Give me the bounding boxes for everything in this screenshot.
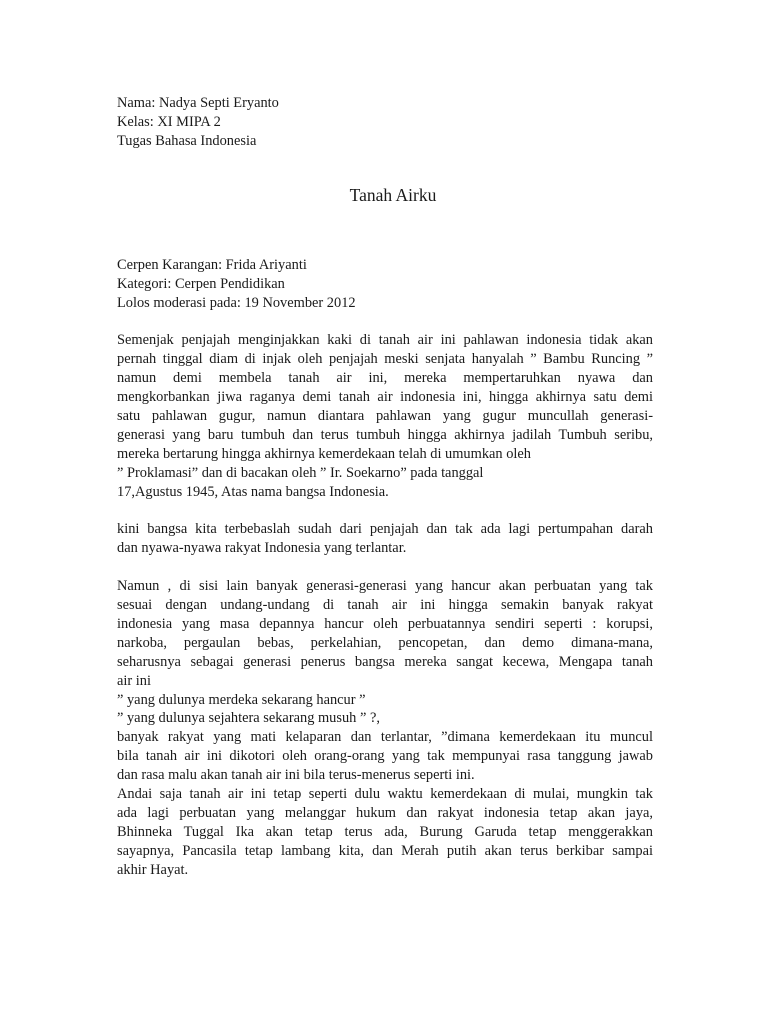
story-meta: [117, 256, 653, 313]
paragraph-line: Andai saja tanah air ini tetap seperti dulu waktu kemerdekaan di mulai, mungkin tak: [117, 786, 653, 803]
paragraph-line: mengkorbankan jiwa raganya demi tanah air indonesia ini, hingga akhirnya satu demi: [117, 389, 653, 406]
student-class: Kelas: XI MIPA 2: [117, 113, 221, 130]
author-line: Cerpen Karangan: Frida Ariyanti: [117, 256, 307, 273]
paragraph-line: indonesia yang masa depannya hancur oleh perbuatannya sendiri seperti : korupsi,: [117, 615, 653, 632]
paragraph-line: air ini: [117, 672, 151, 689]
paragraph-line: bila tanah air ini dikotori oleh orang-orang yang tak mempunyai rasa tanggung jawab: [117, 748, 653, 765]
paragraph-line: dan rasa malu akan tanah air ini bila terus-menerus seperti ini.: [117, 767, 475, 784]
paragraph-line: akhir Hayat.: [117, 861, 189, 878]
paragraph-line: ” yang dulunya sejahtera sekarang musuh ” ?,: [117, 710, 380, 727]
paragraph-line: pernah tinggal diam di injak oleh penjajah meski senjata hanyalah ” Bambu Runcing ”: [117, 351, 653, 368]
paragraph-line: narkoba, pergaulan bebas, perkelahian, pencopetan, dan demo dimana-mana,: [117, 634, 653, 651]
paragraph-line: dan nyawa-nyawa rakyat Indonesia yang terlantar.: [117, 540, 407, 557]
paragraph-line: generasi yang baru tumbuh dan terus tumbuh hingga akhirnya jadilah Tumbuh seribu,: [117, 426, 653, 443]
paragraph-line: Bhinneka Tuggal Ika akan tetap terus ada, Burung Garuda tetap menggerakkan: [117, 823, 653, 840]
category-line: Kategori: Cerpen Pendidikan: [117, 275, 285, 292]
student-header: [117, 94, 653, 151]
paragraph-line: sayapnya, Pancasila tetap lambang kita, dan Merah putih akan terus berkibar sampai: [117, 842, 653, 859]
paragraph-line: mereka bertarung hingga akhirnya kemerdekaan telah di umumkan oleh: [117, 445, 531, 462]
paragraph-line: kini bangsa kita terbebaslah sudah dari penjajah dan tak ada lagi pertumpahan darah: [117, 521, 653, 538]
student-name: Nama: Nadya Septi Eryanto: [117, 95, 279, 111]
paragraph-line: 17,Agustus 1945, Atas nama bangsa Indonesia.: [117, 483, 389, 500]
paragraph-line: sesuai dengan undang-undang di tanah air ini hingga semakin banyak rakyat: [117, 596, 653, 613]
paragraph-1: [117, 331, 653, 501]
paragraph-2: [117, 520, 653, 558]
story-title: Tanah Airku: [349, 184, 437, 205]
paragraph-line: seharusnya sebagai generasi penerus bangsa mereka sangat kecewa, Mengapa tanah: [117, 653, 653, 670]
paragraph-line: Namun , di sisi lain banyak generasi-generasi yang hancur akan perbuatan yang tak: [117, 578, 653, 595]
paragraph-line: satu pahlawan gugur, namun diantara pahlawan yang gugur muncullah generasi-: [117, 407, 653, 424]
document-page: [117, 94, 653, 880]
moderation-line: Lolos moderasi pada: 19 November 2012: [117, 294, 356, 311]
paragraph-line: namun demi membela tanah air ini, mereka mempertaruhkan nyawa dan: [117, 370, 653, 387]
paragraph-3: [117, 577, 653, 785]
assignment-label: Tugas Bahasa Indonesia: [117, 132, 257, 149]
paragraph-line: Semenjak penjajah menginjakkan kaki di tanah air ini pahlawan indonesia tidak akan: [117, 332, 653, 349]
paragraph-line: ada lagi perbuatan yang melanggar hukum dan rakyat indonesia tetap akan jaya,: [117, 804, 653, 821]
paragraph-4: [117, 785, 653, 880]
paragraph-line: ” yang dulunya merdeka sekarang hancur ”: [117, 691, 366, 708]
paragraph-line: ” Proklamasi” dan di bacakan oleh ” Ir. Soekarno” pada tanggal: [117, 464, 484, 481]
paragraph-line: banyak rakyat yang mati kelaparan dan terlantar, ”dimana kemerdekaan itu muncul: [117, 729, 653, 746]
